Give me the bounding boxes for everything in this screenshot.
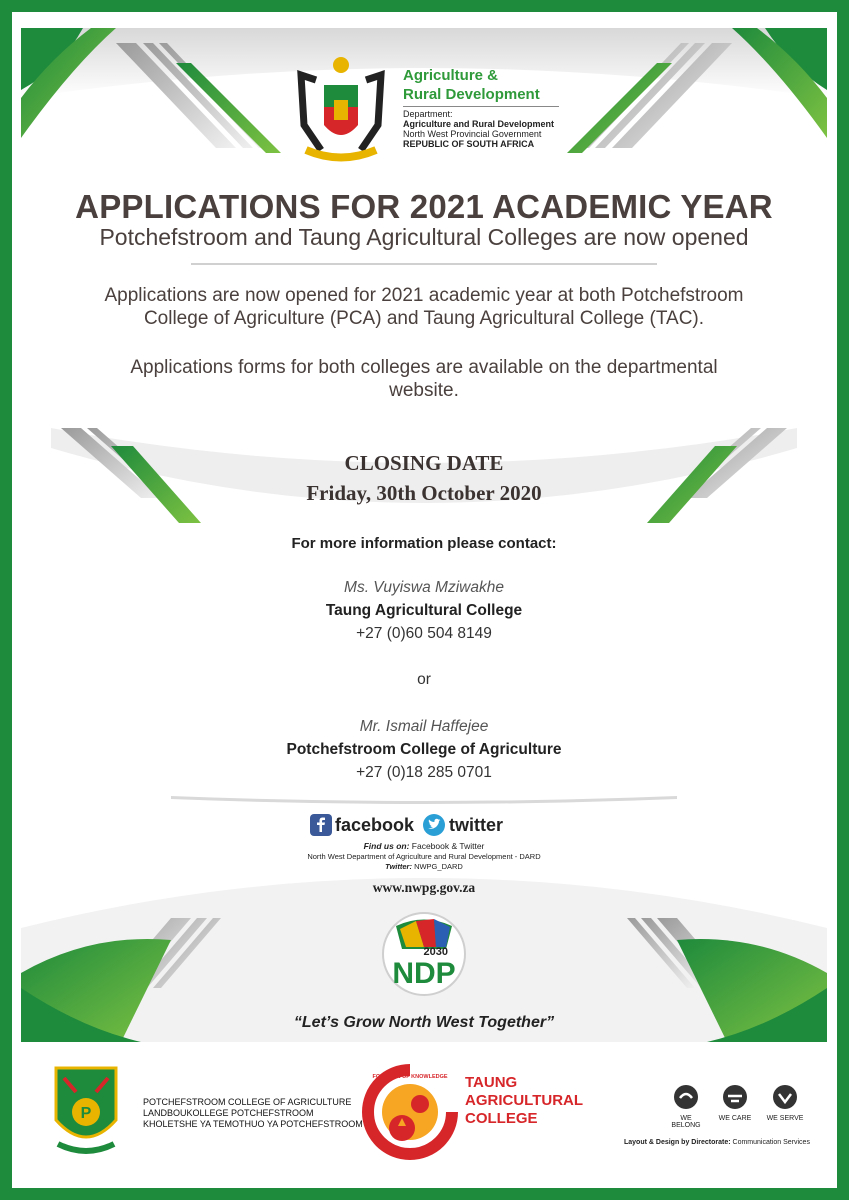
closing-date-value: Friday, 30th October 2020 bbox=[306, 481, 542, 505]
find-us-line bbox=[21, 841, 827, 851]
svg-text:P: P bbox=[80, 1105, 92, 1122]
slogan: “Let’s Grow North West Together” bbox=[293, 1014, 555, 1031]
contact1-phone: +27 (0)60 504 8149 bbox=[356, 625, 492, 642]
tac-line1: TAUNG bbox=[465, 1074, 518, 1091]
tac-logo-icon bbox=[362, 1064, 458, 1160]
headline: APPLICATIONS FOR 2021 ACADEMIC YEAR bbox=[75, 188, 773, 225]
we-serve-label: WE SERVE bbox=[766, 1115, 804, 1122]
ndp-text: NDP bbox=[392, 957, 456, 990]
we-care-icon bbox=[722, 1084, 748, 1110]
contact-or: or bbox=[417, 671, 431, 688]
contact2-name: Mr. Ismail Haffejee bbox=[359, 718, 489, 735]
dept-title-line1: Agriculture & bbox=[403, 67, 499, 84]
we-serve-icon bbox=[772, 1084, 798, 1110]
contact2-phone: +27 (0)18 285 0701 bbox=[356, 764, 492, 781]
pca-line3: KHOLETSHE YA TEMOTHUO YA POTCHEFSTROOM bbox=[143, 1119, 363, 1129]
find-us-label: Find us on: bbox=[363, 841, 410, 851]
body-para2-line2: website. bbox=[389, 380, 459, 401]
facebook-icon[interactable] bbox=[310, 814, 332, 836]
design-credit-label: Layout & Design by Directorate: bbox=[624, 1139, 731, 1146]
pca-crest-icon bbox=[50, 1062, 122, 1156]
we-care-label: WE CARE bbox=[718, 1115, 752, 1122]
dept-social-line: North West Department of Agriculture and Rural Development - DARD bbox=[307, 852, 541, 861]
twitter-handle: NWPG_DARD bbox=[414, 862, 463, 871]
design-credit bbox=[624, 1139, 810, 1146]
contact-heading: For more information please contact: bbox=[291, 535, 557, 552]
contact2-org: Potchefstroom College of Agriculture bbox=[286, 741, 562, 758]
poster-panel bbox=[21, 28, 827, 1042]
find-us-value: Facebook & Twitter bbox=[411, 841, 485, 851]
twitter-label[interactable]: twitter bbox=[449, 815, 503, 835]
body-para2-line1: Applications forms for both colleges are available on the departmental bbox=[130, 357, 718, 378]
ndp-logo-icon bbox=[376, 911, 472, 997]
tac-line2: AGRICULTURAL bbox=[465, 1092, 584, 1109]
coat-of-arms-icon bbox=[286, 55, 396, 165]
twitter-handle-line bbox=[21, 862, 827, 871]
we-belong-label: WE BELONG bbox=[671, 1115, 701, 1129]
body-para1-line2: College of Agriculture (PCA) and Taung Agricultural College (TAC). bbox=[143, 308, 705, 329]
dept-divider bbox=[403, 106, 559, 107]
dept-name: Agriculture and Rural Development bbox=[403, 119, 555, 129]
dept-title-line2: Rural Development bbox=[403, 86, 540, 103]
twitter-handle-label: Twitter: bbox=[385, 862, 412, 871]
pca-line2: LANDBOUKOLLEGE POTCHEFSTROOM bbox=[143, 1108, 314, 1118]
design-credit-value: Communication Services bbox=[732, 1139, 810, 1146]
facebook-label[interactable]: facebook bbox=[335, 815, 415, 835]
tac-line3: COLLEGE bbox=[465, 1110, 538, 1127]
twitter-icon[interactable] bbox=[423, 814, 445, 836]
dept-gov: North West Provincial Government bbox=[403, 129, 542, 139]
dept-label: Department: bbox=[403, 109, 453, 119]
contact1-name: Ms. Vuyiswa Mziwakhe bbox=[344, 579, 504, 596]
tac-arc-text: FOUNTAIN OF KNOWLEDGE bbox=[372, 1074, 448, 1080]
dept-country: REPUBLIC OF SOUTH AFRICA bbox=[403, 139, 535, 149]
pca-line1: POTCHEFSTROOM COLLEGE OF AGRICULTURE bbox=[143, 1097, 352, 1107]
body-para1-line1: Applications are now opened for 2021 academic year at both Potchefstroom bbox=[104, 285, 744, 306]
closing-date-label: CLOSING DATE bbox=[344, 451, 504, 475]
ndp-year: 2030 bbox=[423, 946, 448, 958]
subheadline: Potchefstroom and Taung Agricultural Colleges are now opened bbox=[99, 224, 749, 250]
website-link[interactable]: www.nwpg.gov.za bbox=[372, 880, 476, 895]
contact1-org: Taung Agricultural College bbox=[325, 602, 523, 619]
we-belong-icon bbox=[673, 1084, 699, 1110]
